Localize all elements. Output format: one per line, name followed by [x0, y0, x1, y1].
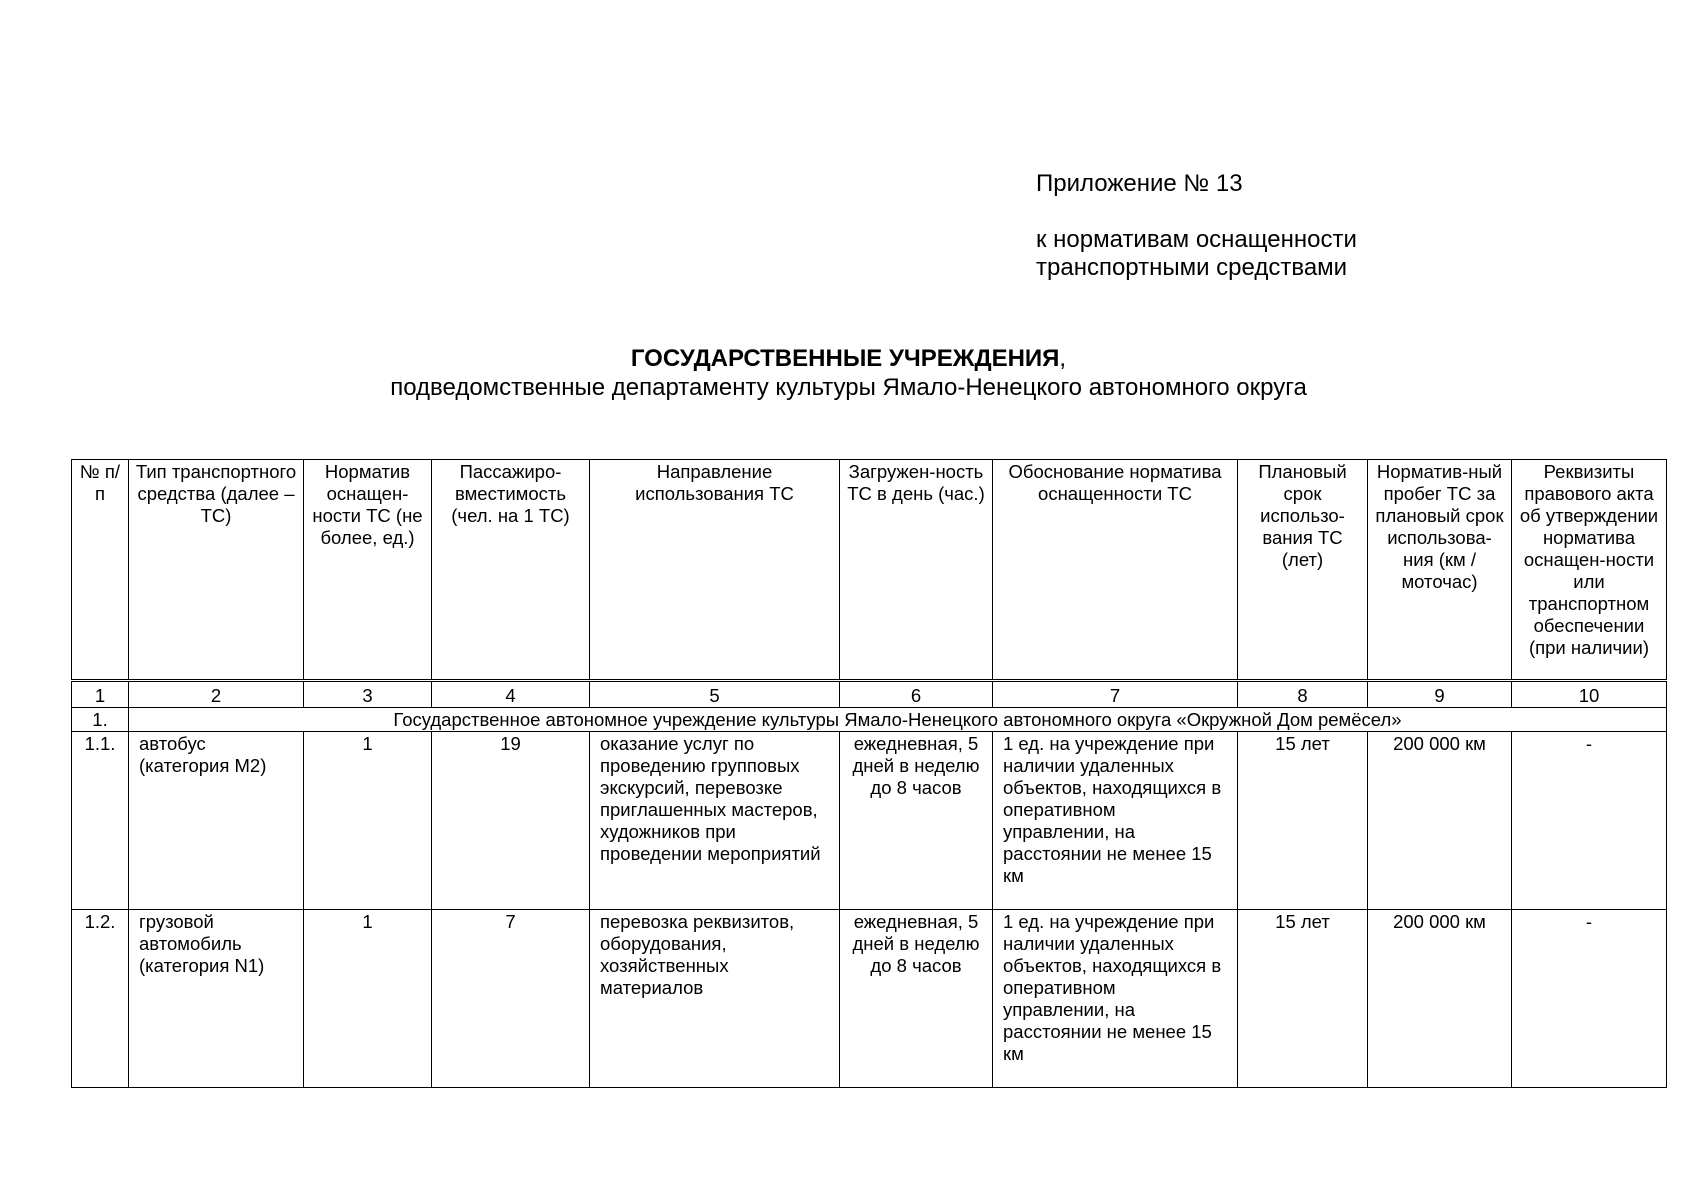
column-number-cell: 7	[993, 681, 1238, 708]
column-number-cell: 6	[840, 681, 993, 708]
vehicle-type: грузовой автомобиль (категория N1)	[129, 910, 304, 1088]
norm-justification: 1 ед. на учреждение при наличии удаленных объектов, находящихся в оперативном управлении, на расстоянии не менее 15 км	[993, 732, 1238, 910]
header-cell: Тип транспортного средства (далее – ТС)	[129, 460, 304, 681]
column-number-cell: 4	[432, 681, 590, 708]
column-number-cell: 10	[1512, 681, 1667, 708]
passenger-capacity: 19	[432, 732, 590, 910]
header-cell: Норматив-ный пробег ТС за плановый срок использова-ния (км / моточас)	[1368, 460, 1512, 681]
column-number-cell: 9	[1368, 681, 1512, 708]
column-number-cell: 1	[72, 681, 129, 708]
header-cell: Плановый срок использо-вания ТС (лет)	[1238, 460, 1368, 681]
row-number: 1.2.	[72, 910, 129, 1088]
equipment-norm: 1	[304, 910, 432, 1088]
vehicles-norms-table	[71, 459, 1667, 1088]
header-cell: № п/п	[72, 460, 129, 681]
daily-load: ежедневная, 5 дней в неделю до 8 часов	[840, 910, 993, 1088]
legal-requisites: -	[1512, 732, 1667, 910]
vehicle-type: автобус (категория М2)	[129, 732, 304, 910]
column-numbers-row	[72, 681, 1667, 708]
organization-row	[72, 708, 1667, 732]
passenger-capacity: 7	[432, 910, 590, 1088]
appendix-number: Приложение № 13	[1036, 170, 1243, 197]
normative-mileage: 200 000 км	[1368, 732, 1512, 910]
organization-number: 1.	[72, 708, 129, 732]
title-subtitle: подведомственные департаменту культуры Ямало-Ненецкого автономного округа	[390, 374, 1307, 401]
legal-requisites: -	[1512, 910, 1667, 1088]
planned-term: 15 лет	[1238, 732, 1368, 910]
table-row	[72, 732, 1667, 910]
title-main: ГОСУДАРСТВЕННЫЕ УЧРЕЖДЕНИЯ	[630, 345, 1060, 372]
appendix-subtitle-line1: к нормативам оснащенности	[1036, 226, 1357, 253]
column-number-cell: 3	[304, 681, 432, 708]
header-cell: Направление использования ТС	[590, 460, 840, 681]
table-row	[72, 910, 1667, 1088]
document-title	[0, 344, 1697, 402]
header-cell: Обоснование норматива оснащенности ТС	[993, 460, 1238, 681]
column-number-cell: 5	[590, 681, 840, 708]
daily-load: ежедневная, 5 дней в неделю до 8 часов	[840, 732, 993, 910]
header-cell: Пассажиро-вместимость (чел. на 1 ТС)	[432, 460, 590, 681]
column-number-cell: 2	[129, 681, 304, 708]
header-cell: Загружен-ность ТС в день (час.)	[840, 460, 993, 681]
organization-name: Государственное автономное учреждение культуры Ямало-Ненецкого автономного округа «Окружной Дом ремёсел»	[129, 708, 1667, 732]
header-cell: Норматив оснащен-ности ТС (не более, ед.)	[304, 460, 432, 681]
equipment-norm: 1	[304, 732, 432, 910]
usage-purpose: перевозка реквизитов, оборудования, хозяйственных материалов	[590, 910, 840, 1088]
appendix-subtitle-line2: транспортными средствами	[1036, 254, 1348, 281]
title-comma: ,	[1059, 345, 1067, 372]
header-cell: Реквизиты правового акта об утверждении норматива оснащен-ности или транспортном обеспечении (при наличии)	[1512, 460, 1667, 681]
usage-purpose: оказание услуг по проведению групповых экскурсий, перевозке приглашенных мастеров, художников при проведении мероприятий	[590, 732, 840, 910]
appendix-caption	[1036, 170, 1357, 282]
table-header-row	[72, 460, 1667, 681]
planned-term: 15 лет	[1238, 910, 1368, 1088]
column-number-cell: 8	[1238, 681, 1368, 708]
normative-mileage: 200 000 км	[1368, 910, 1512, 1088]
norm-justification: 1 ед. на учреждение при наличии удаленных объектов, находящихся в оперативном управлении, на расстоянии не менее 15 км	[993, 910, 1238, 1088]
row-number: 1.1.	[72, 732, 129, 910]
